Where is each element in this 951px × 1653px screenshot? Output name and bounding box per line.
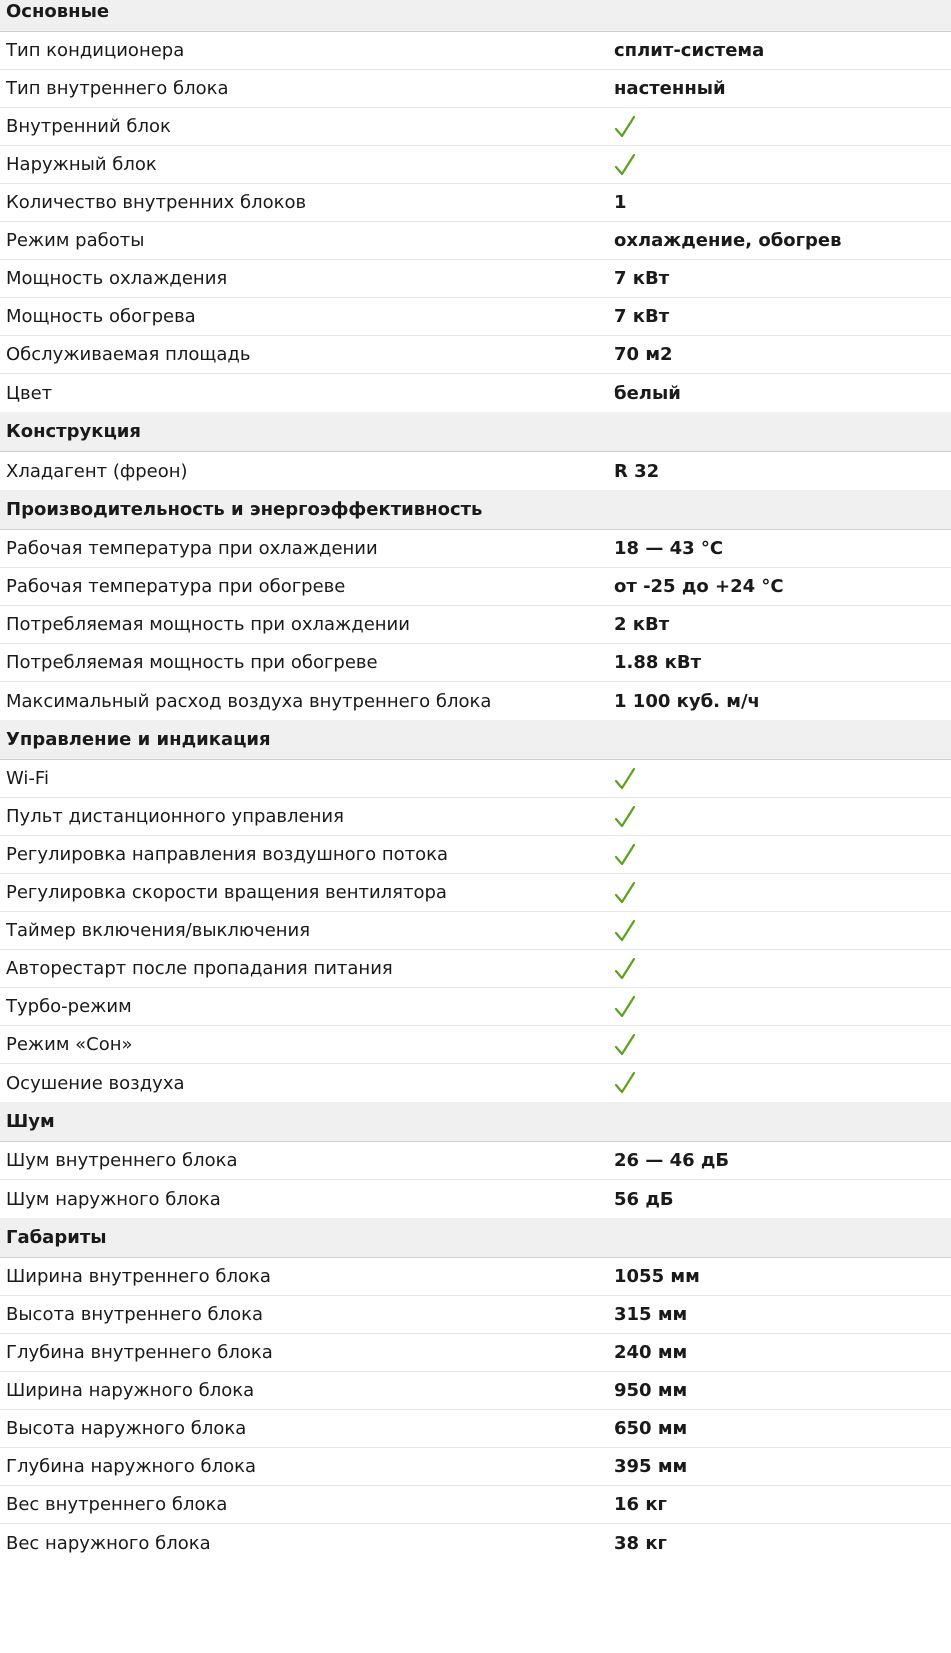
spec-row bbox=[0, 222, 951, 260]
spec-label: Количество внутренних блоков bbox=[6, 192, 307, 213]
spec-row bbox=[0, 912, 951, 950]
check-icon bbox=[614, 881, 951, 905]
spec-row bbox=[0, 530, 951, 568]
section-header: Основные bbox=[0, 0, 951, 32]
spec-row bbox=[0, 798, 951, 836]
spec-value: 7 кВт bbox=[614, 306, 670, 327]
spec-row bbox=[0, 1064, 951, 1102]
spec-label: Турбо-режим bbox=[6, 996, 132, 1017]
spec-row bbox=[0, 374, 951, 412]
check-icon bbox=[614, 1071, 951, 1095]
spec-value: 650 мм bbox=[614, 1418, 688, 1439]
spec-row bbox=[0, 452, 951, 490]
spec-row bbox=[0, 950, 951, 988]
spec-label: Цвет bbox=[6, 382, 53, 404]
spec-row bbox=[0, 1486, 951, 1524]
check-icon bbox=[614, 153, 951, 177]
spec-row bbox=[0, 1524, 951, 1562]
spec-value: 16 кг bbox=[614, 1494, 667, 1515]
spec-value: охлаждение, обогрев bbox=[614, 230, 842, 251]
spec-label: Шум внутреннего блока bbox=[6, 1150, 238, 1171]
spec-row bbox=[0, 874, 951, 912]
spec-label: Максимальный расход воздуха внутреннего блока bbox=[6, 690, 492, 712]
spec-row bbox=[0, 606, 951, 644]
check-icon bbox=[614, 767, 951, 791]
spec-row bbox=[0, 108, 951, 146]
spec-label: Вес внутреннего блока bbox=[6, 1494, 228, 1515]
spec-row bbox=[0, 1026, 951, 1064]
spec-label: Осушение воздуха bbox=[6, 1072, 185, 1094]
spec-label: Ширина внутреннего блока bbox=[6, 1266, 271, 1287]
spec-label: Внутренний блок bbox=[6, 116, 171, 137]
spec-label: Режим работы bbox=[6, 230, 145, 251]
spec-value: 950 мм bbox=[614, 1380, 688, 1401]
spec-label: Потребляемая мощность при обогреве bbox=[6, 652, 378, 673]
spec-value: 2 кВт bbox=[614, 614, 670, 635]
spec-label: Регулировка направления воздушного потока bbox=[6, 844, 449, 865]
spec-label: Наружный блок bbox=[6, 154, 157, 175]
spec-label: Глубина внутреннего блока bbox=[6, 1342, 273, 1363]
spec-label: Тип кондиционера bbox=[6, 40, 185, 61]
spec-row bbox=[0, 644, 951, 682]
section-header: Шум bbox=[0, 1102, 951, 1142]
spec-row bbox=[0, 32, 951, 70]
section-header: Производительность и энергоэффективность bbox=[0, 490, 951, 530]
spec-value: 1.88 кВт bbox=[614, 652, 702, 673]
spec-label: Высота наружного блока bbox=[6, 1418, 247, 1439]
spec-label: Пульт дистанционного управления bbox=[6, 806, 344, 827]
spec-label: Авторестарт после пропадания питания bbox=[6, 958, 393, 979]
spec-label: Режим «Сон» bbox=[6, 1034, 133, 1055]
spec-row bbox=[0, 760, 951, 798]
check-icon bbox=[614, 919, 951, 943]
spec-value: 18 — 43 °C bbox=[614, 538, 724, 559]
spec-row bbox=[0, 836, 951, 874]
spec-value: сплит-система bbox=[614, 40, 765, 61]
spec-label: Обслуживаемая площадь bbox=[6, 344, 251, 365]
spec-row bbox=[0, 184, 951, 222]
spec-value: 7 кВт bbox=[614, 268, 670, 289]
spec-label: Wi-Fi bbox=[6, 768, 49, 789]
spec-label: Вес наружного блока bbox=[6, 1532, 211, 1554]
spec-label: Хладагент (фреон) bbox=[6, 460, 188, 482]
spec-row bbox=[0, 1258, 951, 1296]
spec-value: настенный bbox=[614, 78, 726, 99]
section-header: Управление и индикация bbox=[0, 720, 951, 760]
check-icon bbox=[614, 805, 951, 829]
spec-row bbox=[0, 1334, 951, 1372]
spec-value: 1 bbox=[614, 192, 627, 213]
spec-label: Потребляемая мощность при охлаждении bbox=[6, 614, 410, 635]
spec-label: Шум наружного блока bbox=[6, 1188, 221, 1210]
spec-value: 56 дБ bbox=[614, 1188, 674, 1210]
spec-label: Рабочая температура при обогреве bbox=[6, 576, 346, 597]
spec-row bbox=[0, 336, 951, 374]
spec-label: Тип внутреннего блока bbox=[6, 78, 229, 99]
spec-row bbox=[0, 1296, 951, 1334]
spec-row bbox=[0, 1448, 951, 1486]
spec-value: 70 м2 bbox=[614, 344, 673, 365]
spec-row bbox=[0, 1180, 951, 1218]
spec-row bbox=[0, 1142, 951, 1180]
spec-value: 240 мм bbox=[614, 1342, 688, 1363]
spec-label: Высота внутреннего блока bbox=[6, 1304, 264, 1325]
check-icon bbox=[614, 1033, 951, 1057]
spec-label: Регулировка скорости вращения вентилятора bbox=[6, 882, 447, 903]
check-icon bbox=[614, 957, 951, 981]
spec-value: от -25 до +24 °C bbox=[614, 576, 784, 597]
section-header: Конструкция bbox=[0, 412, 951, 452]
spec-value: белый bbox=[614, 382, 681, 404]
spec-row bbox=[0, 70, 951, 108]
spec-row bbox=[0, 298, 951, 336]
spec-value: 1 100 куб. м/ч bbox=[614, 690, 760, 712]
spec-row bbox=[0, 682, 951, 720]
section-header: Габариты bbox=[0, 1218, 951, 1258]
spec-label: Мощность охлаждения bbox=[6, 268, 228, 289]
spec-row bbox=[0, 146, 951, 184]
spec-row bbox=[0, 988, 951, 1026]
spec-row bbox=[0, 260, 951, 298]
spec-value: 315 мм bbox=[614, 1304, 688, 1325]
check-icon bbox=[614, 115, 951, 139]
spec-label: Глубина наружного блока bbox=[6, 1456, 257, 1477]
check-icon bbox=[614, 995, 951, 1019]
spec-value: 38 кг bbox=[614, 1532, 667, 1554]
spec-row bbox=[0, 1410, 951, 1448]
spec-label: Рабочая температура при охлаждении bbox=[6, 538, 378, 559]
spec-label: Ширина наружного блока bbox=[6, 1380, 255, 1401]
spec-row bbox=[0, 568, 951, 606]
spec-value: 26 — 46 дБ bbox=[614, 1150, 730, 1171]
spec-label: Мощность обогрева bbox=[6, 306, 196, 327]
spec-value: R 32 bbox=[614, 460, 660, 482]
spec-label: Таймер включения/выключения bbox=[6, 920, 311, 941]
spec-value: 395 мм bbox=[614, 1456, 688, 1477]
spec-row bbox=[0, 1372, 951, 1410]
check-icon bbox=[614, 843, 951, 867]
spec-value: 1055 мм bbox=[614, 1266, 700, 1287]
